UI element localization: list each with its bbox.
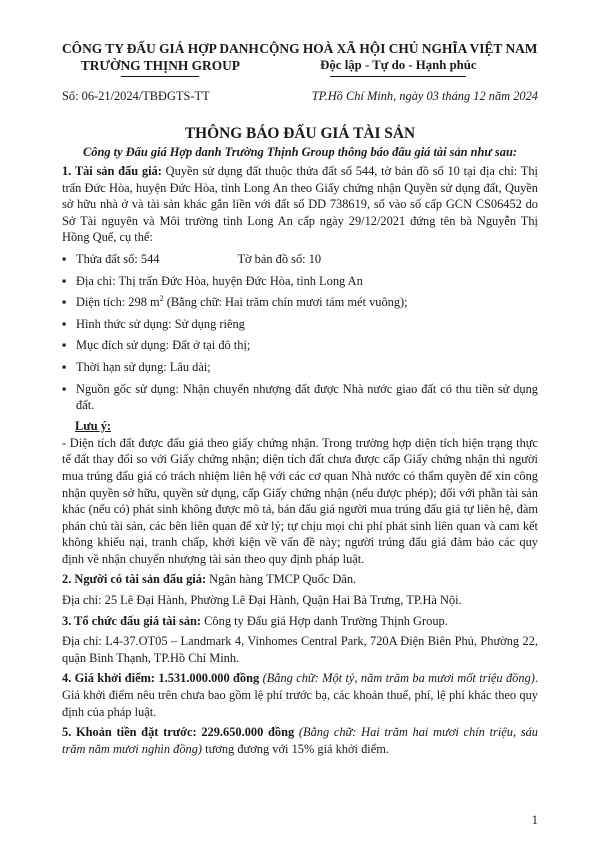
section-2-label: 2. Người có tài sản đấu giá: <box>62 572 207 587</box>
bullet-icon: ▪ <box>62 316 67 331</box>
section-4-text: . Giá khởi điểm nêu trên chưa bao gồm lệ phí trước bạ, các khoản thuế, phí, lệ phí khác theo quy định của pháp luật. <box>62 671 539 719</box>
bullet-icon: ▪ <box>62 295 67 310</box>
bullet-area <box>62 294 538 311</box>
deposit-words: (Bằng chữ: Hai trăm hai mươi chín triệu, sáu trăm năm mươi nghìn đồng) <box>62 725 538 756</box>
bullet-icon: ▪ <box>62 359 67 374</box>
land-area: Diện tích: 298 m <box>76 295 160 310</box>
note-text: - Diện tích đất được đấu giá theo giấy chứng nhận. Trong trường hợp diện tích hiện trạng thực tế đất thay đổi so với Giấy chứng nhận; diện tích đất chưa được cấp Giấy chứng nhận thì người mua trúng đấu giá có trách nhiệm liên hệ với các cơ quan Nhà nước có thẩm quyền để xin công nhận quyền sở hữu, quyền sử dụng, cấp Giấy chứng nhận (nếu được phép); đối với phần tài sản khác (nếu có) phát sinh không được mô tả, bán đấu giá người mua trúng đấu giá tự liên hệ, đàm phán chủ tài sản, các bên liên quan để xử lý; tự chịu mọi chi phí phát sinh liên quan và cam kết không khiếu nại, tranh chấp, khởi kiện về vấn đề này; người trúng đấu giá đảm bảo các quy định về nhận chuyển nhượng tài sản theo quy định pháp luật. <box>62 435 538 566</box>
section-4-starting-price <box>62 670 538 720</box>
section-3-organizer <box>62 613 538 630</box>
issuer-underline <box>121 76 199 77</box>
national-motto-block <box>259 40 538 77</box>
use-form: Hình thức sử dụng: Sử dụng riêng <box>76 316 245 331</box>
national-motto: Độc lập - Tự do - Hạnh phúc <box>320 58 477 72</box>
section-3-label: 3. Tổ chức đấu giá tài sản: <box>62 613 202 628</box>
bullet-icon: ▪ <box>62 381 67 396</box>
organizer-address: Địa chỉ: L4-37.OT05 – Landmark 4, Vinhomes Central Park, 720A Điện Biên Phủ, Phường 22, quận Bình Thạnh, TP.Hồ Chí Minh. <box>62 634 538 665</box>
section-3-text: Công ty Đấu giá Hợp danh Trường Thịnh Group. <box>201 613 448 628</box>
bullet-icon: ▪ <box>62 273 67 288</box>
bullet-parcel <box>62 251 538 268</box>
section-1-label: 1. Tài sản đấu giá: <box>62 164 162 178</box>
document-header <box>62 40 538 77</box>
starting-price-words: (Bằng chữ: Một tỷ, năm trăm ba mươi mốt triệu đồng) <box>259 671 535 686</box>
use-purpose: Mục đích sử dụng: Đất ở tại đô thị; <box>76 338 251 353</box>
issuer-name-line1: CÔNG TY ĐẤU GIÁ HỢP DANH <box>62 41 259 56</box>
bullet-purpose <box>62 337 538 354</box>
use-duration: Thời hạn sử dụng: Lâu dài; <box>76 359 211 374</box>
bullet-icon: ▪ <box>62 251 67 266</box>
place-date: TP.Hồ Chí Minh, ngày 03 tháng 12 năm 2024 <box>311 89 538 103</box>
note-heading: Lưu ý: <box>75 418 112 433</box>
page-number: 1 <box>531 813 538 827</box>
document-intro: Công ty Đấu giá Hợp danh Trường Thịnh Group thông báo đấu giá tài sản như sau: <box>83 145 517 159</box>
parcel-number: Thửa đất số: 544 <box>76 251 160 266</box>
document-number: Số: 06-21/2024/TBĐGTS-TT <box>62 89 210 103</box>
map-sheet-number: Tờ bản đồ số: 10 <box>237 251 322 266</box>
bullet-origin <box>62 381 538 414</box>
section-5-label: 5. Khoản tiền đặt trước: 229.650.000 đồng <box>62 725 295 740</box>
section-5-text: tương đương với 15% giá khởi điểm. <box>202 741 389 756</box>
area-superscript: 2 <box>159 294 164 304</box>
document-meta <box>62 89 538 104</box>
bullet-address <box>62 273 538 290</box>
issuer-name-line2: TRƯỜNG THỊNH GROUP <box>80 58 240 73</box>
section-2-owner <box>62 571 538 588</box>
bullet-icon: ▪ <box>62 338 67 353</box>
section-5-deposit <box>62 724 538 757</box>
issuer-block <box>62 40 259 77</box>
land-area-words: (Bằng chữ: Hai trăm chín mươi tám mét vuông); <box>163 295 408 310</box>
section-2-text: Ngân hàng TMCP Quốc Dân. <box>206 572 357 587</box>
bullet-duration <box>62 359 538 376</box>
section-1-text: Quyền sử dụng đất thuộc thửa đất số 544, tờ bản đồ số 10 tại địa chỉ: Thị trấn Đức Hòa, huyện Đức Hòa, tỉnh Long An theo Giấy chứng nhận Quyền sử dụng đất, Quyền sở hữu nhà ở và tài sản khác gắn liền với đất số DD 738619, số vào sổ cấp GCN CS06452 do Sở Tài nguyên và Môi trường tỉnh Long An cấp ngày 29/12/2021 đứng tên bà Nguyễn Thị Hồng Quế, cụ thể: <box>62 164 538 245</box>
land-address: Địa chỉ: Thị trấn Đức Hòa, huyện Đức Hòa, tỉnh Long An <box>76 273 363 288</box>
document-title: THÔNG BÁO ĐẤU GIÁ TÀI SẢN <box>184 125 416 142</box>
nation-name: CỘNG HOÀ XÃ HỘI CHỦ NGHĨA VIỆT NAM <box>259 41 538 56</box>
motto-underline <box>330 76 466 77</box>
owner-address: Địa chỉ: 25 Lê Đại Hành, Phường Lê Đại Hành, Quận Hai Bà Trưng, TP.Hà Nội. <box>62 593 462 608</box>
section-4-label: 4. Giá khởi điểm: 1.531.000.000 đồng <box>62 671 260 686</box>
section-1-asset <box>62 163 538 246</box>
use-origin: Nguồn gốc sử dụng: Nhận chuyển nhượng đất được Nhà nước giao đất có thu tiền sử dụng đất. <box>76 381 538 413</box>
bullet-use-form <box>62 316 538 333</box>
